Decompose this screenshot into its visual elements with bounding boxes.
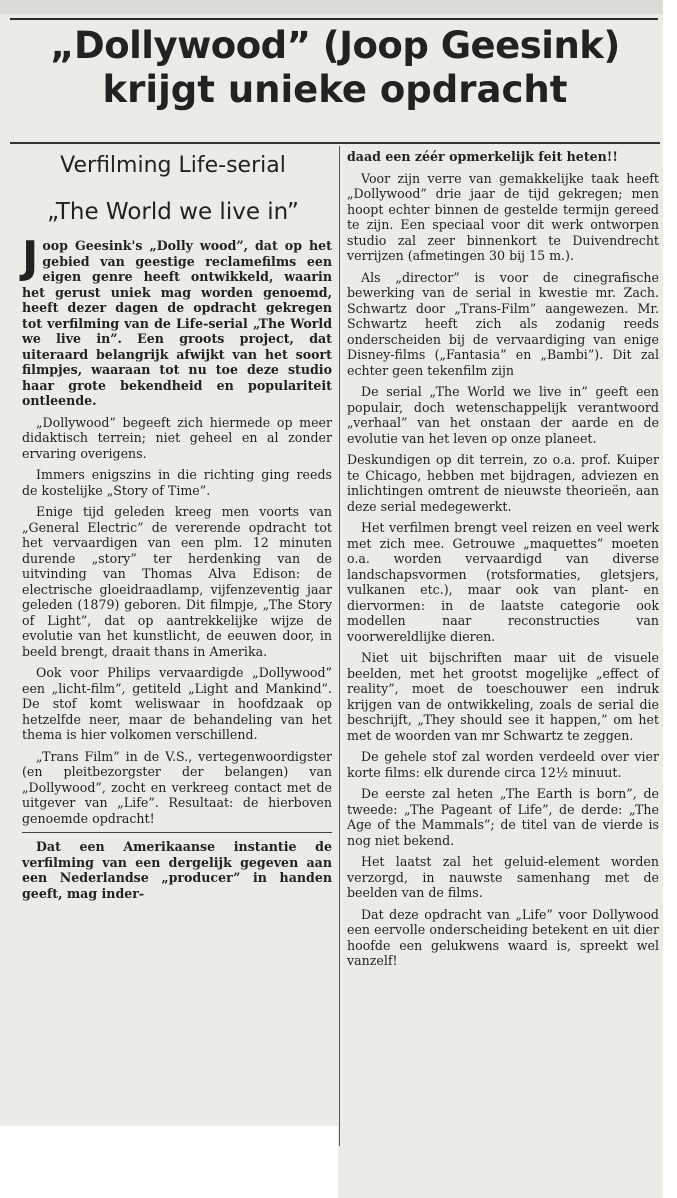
- paragraph: Het laatst zal het geluid-element worden verzorgd, in nauwste samenhang met de beelden van de films.: [347, 854, 659, 900]
- paragraph: Het verfilmen brengt veel reizen en veel werk met zich mee. Getrouwe „maquettes” moeten o.a. worden vervaardigd van diverse landschapsvormen (rotsformaties, gletsjers, vulkanen etc.), maar ook van plant- en diervormen: in de laatste categorie ook modellen naar reconstructies van voorwereldlijke dieren.: [347, 520, 659, 644]
- headline-rule: [10, 142, 660, 144]
- section-rule: [22, 832, 332, 833]
- paragraph: De serial „The World we live in” geeft een populair, doch wetenschappelijk verantwoord „verhaal” van het onstaan der aarde en de evolutie van het leven op onze planeet.: [347, 384, 659, 446]
- paragraph: De eerste zal heten „The Earth is born”, de tweede: „The Pageant of Life”, de derde: „The Age of the Mammals”; de titel van de vierde is nog niet bekend.: [347, 786, 659, 848]
- column-divider: [339, 146, 340, 1146]
- paragraph: Voor zijn verre van gemakkelijke taak heeft „Dollywood” drie jaar de tijd gekregen; men hoopt echter binnen de gestelde termijn gereed te zijn. Een speciaal voor dit werk ontworpen studio zal zeer binnenkort te Duivendrecht verrijzen (afmetingen 30 bij 15 m.).: [347, 170, 659, 263]
- paragraph-bold: daad een zéér opmerkelijk feit heten!!: [347, 149, 618, 164]
- subheadline-line-1: Verfilming Life-serial: [60, 153, 286, 178]
- paragraph: „Dollywood” begeeft zich hiermede op meer didaktisch terrein; niet geheel en al zonder ervaring overigens.: [22, 414, 332, 461]
- paragraph: Dat deze opdracht van „Life” voor Dollywood een eervolle onderscheiding betekent en uit dier hoofde een gelukwens waard is, spreekt wel vanzelf!: [347, 906, 659, 968]
- paragraph: De gehele stof zal worden verdeeld over vier korte films: elk durende circa 12½ minuut.: [347, 749, 659, 780]
- article-headline: [10, 24, 660, 112]
- paragraph: Ook voor Philips vervaardigde „Dollywood” een „licht-film”, getiteld „Light and Mankind”. De stof komt weliswaar in hoofdzaak op hetzelfde neer, maar de behandeling van het thema is hier volkomen verschillend.: [22, 665, 332, 742]
- left-column: [22, 232, 332, 907]
- lead-text: oop Geesink's „Dolly wood”, dat op het gebied van geestige reclamefilms een eigen genre heeft ontwikkeld, waarin het gerust uniek mag worden genoemd, heeft dezer dagen de opdracht gekregen tot verfilming van de Life-serial „The World we live in”. Een groots project, dat uiteraard belangrijk afwijkt van het soort filmpjes, waaraan tot nu toe deze studio haar grote bekendheid en populariteit ontleende.: [22, 238, 332, 408]
- headline-line-1: „Dollywood” (Joop Geesink): [50, 24, 620, 67]
- right-column: [347, 149, 659, 975]
- page-margin-bottom: [0, 1126, 338, 1198]
- paragraph-bold: Dat een Amerikaanse instantie de verfilming van een dergelijk gegeven aan een Nederlandse „producer” in handen geeft, mag inder-: [22, 839, 332, 901]
- paragraph: Immers enigszins in die richting ging reeds de kostelijke „Story of Time”.: [22, 467, 332, 498]
- headline-line-2: krijgt unieke opdracht: [102, 68, 568, 111]
- paragraph: „Trans Film” in de V.S., vertegenwoordigster (en pleitbezorgster der belangen) van „Dollywood”, zocht en verkreeg contact met de uitgever van „Life”. Resultaat: de hierboven genoemde opdracht!: [22, 748, 332, 826]
- lead-paragraph: [22, 232, 332, 409]
- paragraph: Enige tijd geleden kreeg men voorts van „General Electric” de vererende opdracht tot het vervaardigen van een plm. 12 minuten durende „story” ter herdenking van de uitvinding van Thomas Alva Edison: de electrische gloeidraadlamp, vijfenzeventig jaar geleden (1879) geboren. Dit filmpje, „The Story of Light”, dat op aantrekkelijke wijze de evolutie van het kunstlicht, de eeuwen door, in beeld brengt, draait thans in Amerika.: [22, 504, 332, 659]
- drop-cap: J: [22, 232, 39, 283]
- subheadline-line-2: „The World we live in”: [47, 199, 299, 225]
- cropped-top-strip: [0, 0, 663, 14]
- paragraph: Als „director” is voor de cinegrafische bewerking van de serial in kwestie mr. Zach. Schwartz door „Trans-Film” aangewezen. Mr. Schwartz heeft zich als zodanig reeds onderscheiden bij de vervaardiging van enige Disney-films („Fantasia” en „Bambi”). Dit zal echter geen tekenfilm zijn: [347, 269, 659, 378]
- top-rule: [10, 18, 658, 20]
- paragraph: Niet uit bijschriften maar uit de visuele beelden, met het grootst mogelijke „effect of reality”, moet de toeschouwer een indruk krijgen van de ontwikkeling, zoals de serial die beschrijft, „They should see it happen,” om het met de woorden van mr Schwartz te zeggen.: [347, 650, 659, 743]
- page-margin-right: [663, 0, 677, 1198]
- paragraph: Deskundigen op dit terrein, zo o.a. prof. Kuiper te Chicago, hebben met bijdragen, adviezen en inlichtingen omtrent de nieuwste theorieën, aan deze serial medegewerkt.: [347, 452, 659, 514]
